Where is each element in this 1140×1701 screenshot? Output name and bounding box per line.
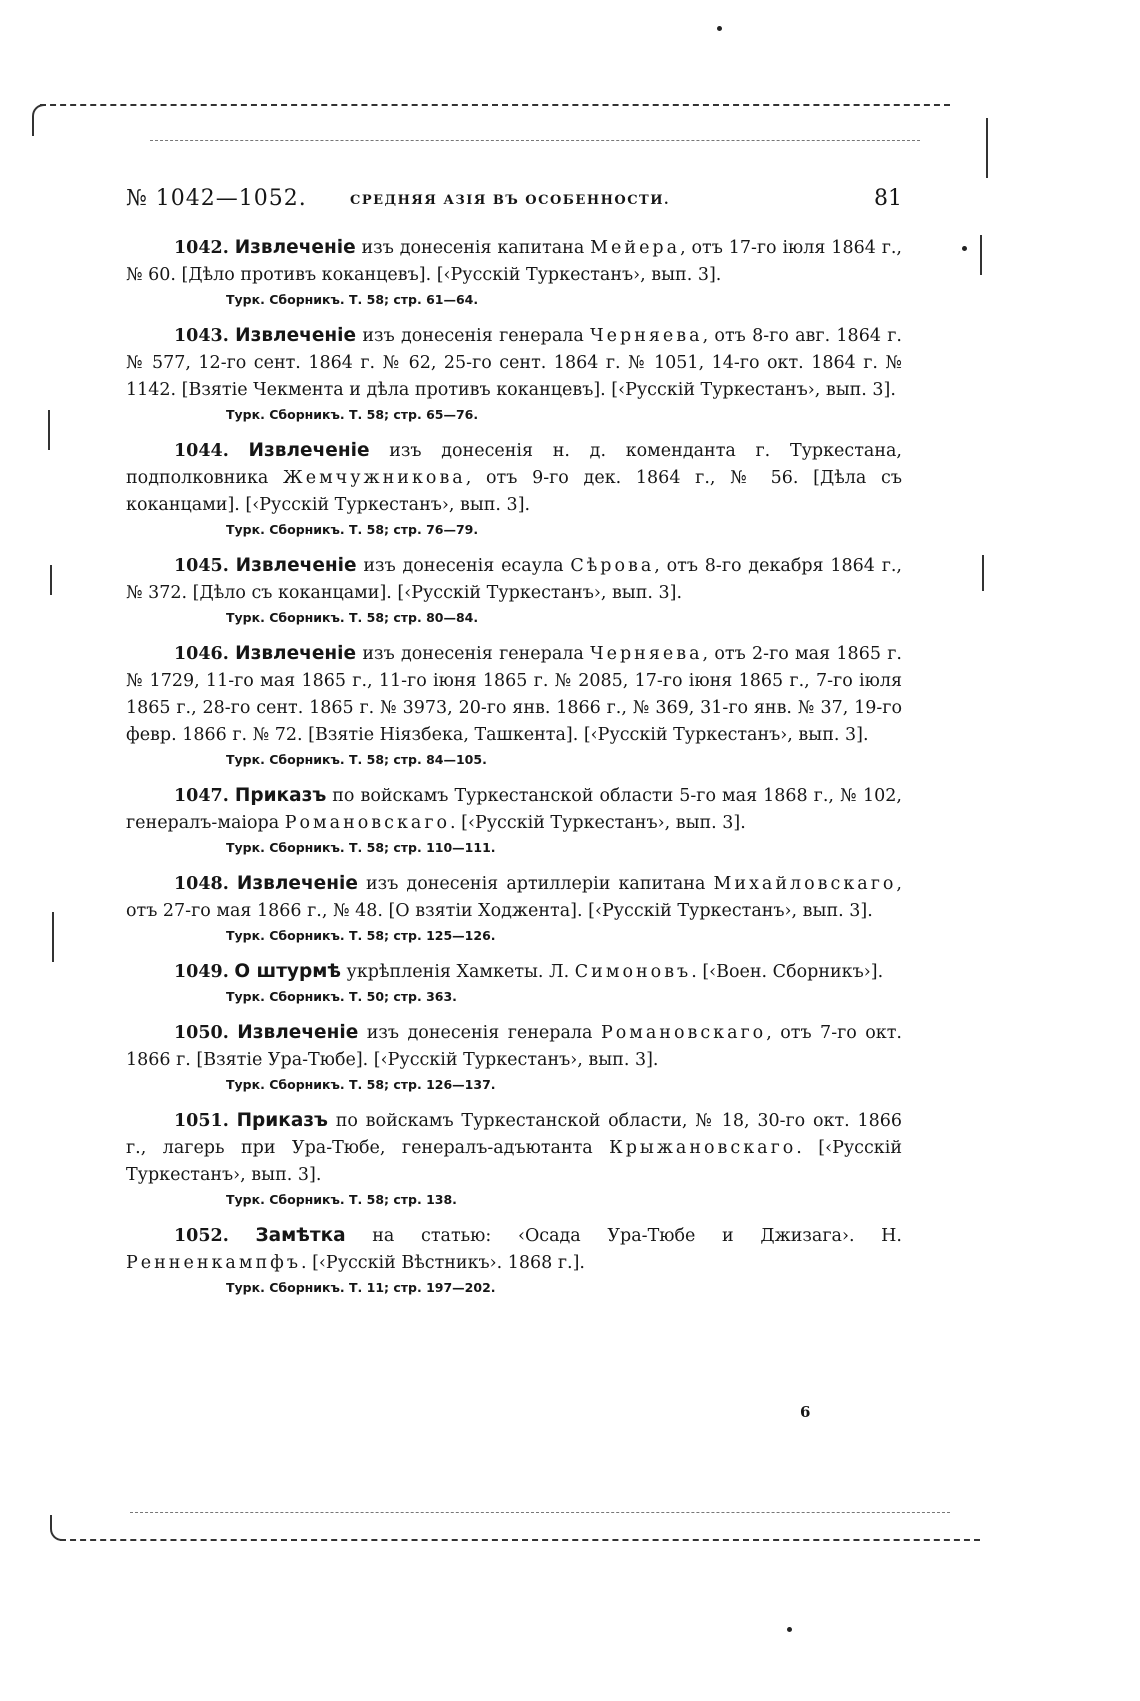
person-name: Михайловскаго <box>713 874 897 894</box>
entry-text <box>126 870 902 925</box>
entry-body: . [‹Воен. Сборникъ›]. <box>691 962 884 982</box>
entry-body: , отъ 2-го мая 1865 г. № 1729, 11-го мая 1865 г., 11-го іюня 1865 г. № 2085, 17-го іюня 1865 г., 7-го іюля 1865 г., 28-го сент. 1865 г. № 3973, 20-го янв. 1866 г., № 369, 31-го янв. № 37, 19-го февр. 1866 г. № 72. [Взятіе Ніязбека, Ташкента]. [‹Русскій Туркестанъ›, вып. 3]. <box>126 644 902 745</box>
entry-keyword: Извлеченіе <box>234 237 356 258</box>
entry-keyword: Приказъ <box>234 785 327 806</box>
entry-source: Турк. Сборникъ. Т. 50; стр. 363. <box>226 989 457 1004</box>
entry-number: 1042. <box>174 238 229 258</box>
entry-body: , отъ 8-го декабря 1864 г., № 372. [Дѣло съ коканцами]. [‹Русскій Туркестанъ›, вып. 3]. <box>126 556 902 603</box>
entry-number: 1046. <box>174 644 229 664</box>
entry-source: Турк. Сборникъ. Т. 58; стр. 61—64. <box>226 292 479 307</box>
person-name: Симоновъ <box>574 962 692 982</box>
entry-keyword: Извлеченіе <box>237 1022 359 1043</box>
entry-source: Турк. Сборникъ. Т. 58; стр. 76—79. <box>226 522 479 537</box>
bibliography-entry <box>126 552 902 627</box>
entry-number: 1047. <box>174 786 229 806</box>
bibliography-entry <box>126 322 902 424</box>
entry-source: Турк. Сборникъ. Т. 58; стр. 138. <box>226 1192 457 1207</box>
entry-keyword: Извлеченіе <box>235 643 357 664</box>
entry-body: , отъ 9-го дек. 1864 г., № 56. [Дѣла съ коканцами]. [‹Русскій Туркестанъ›, вып. 3]. <box>126 468 902 515</box>
entry-body: изъ донесенія генерала <box>358 1023 601 1043</box>
scan-frame-bottom <box>60 1539 980 1541</box>
entry-text <box>126 322 902 404</box>
scan-speck <box>787 1627 792 1632</box>
entry-number: 1048. <box>174 874 229 894</box>
person-name: Ренненкампфъ <box>126 1253 301 1273</box>
entry-keyword: Извлеченіе <box>248 440 370 461</box>
entry-body: , отъ 8-го авг. 1864 г. № 577, 12-го сент. 1864 г. № 62, 25-го сент. 1864 г. № 1051, 14-го окт. 1864 г. № 1142. [Взятіе Чекмента и дѣла противъ коканцевъ]. [‹Русскій Туркестанъ›, вып. 3]. <box>126 326 902 400</box>
bibliography-entry <box>126 1222 902 1297</box>
bibliography-entry <box>126 437 902 539</box>
entry-number: 1050. <box>174 1023 229 1043</box>
entry-text <box>126 1019 902 1074</box>
scan-margin-mark <box>48 410 50 450</box>
entry-keyword: О штурмѣ <box>234 961 341 982</box>
entry-source: Турк. Сборникъ. Т. 58; стр. 110—111. <box>226 840 496 855</box>
bibliography-entry <box>126 958 902 1006</box>
bibliography-entry <box>126 1019 902 1094</box>
scan-frame-corner <box>50 1515 64 1541</box>
entry-number: 1051. <box>174 1111 229 1131</box>
person-name: Жемчужникова <box>283 468 466 488</box>
entry-body: , отъ 7-го окт. 1866 г. [Взятіе Ура-Тюбе]. [‹Русскій Туркестанъ›, вып. 3]. <box>126 1023 902 1070</box>
entry-number: 1043. <box>174 326 229 346</box>
entry-number: 1044. <box>174 441 229 461</box>
entry-body: , отъ 17-го іюля 1864 г., № 60. [Дѣло противъ коканцевъ]. [‹Русскій Туркестанъ›, вып. 3]. <box>126 238 902 285</box>
entry-source: Турк. Сборникъ. Т. 58; стр. 80—84. <box>226 610 479 625</box>
scan-speck <box>717 26 722 31</box>
entry-source: Турк. Сборникъ. Т. 58; стр. 84—105. <box>226 752 487 767</box>
scan-dashes <box>130 1512 950 1513</box>
scan-margin-mark <box>52 912 54 962</box>
bibliography-entry <box>126 1107 902 1209</box>
entry-body: изъ донесенія генерала <box>356 326 591 346</box>
person-name: Черняева <box>590 326 703 346</box>
entry-body: изъ донесенія капитана <box>355 238 591 258</box>
entry-range: № 1042—1052. <box>126 186 307 211</box>
entry-text <box>126 958 902 986</box>
entry-text <box>126 1222 902 1277</box>
scan-frame-corner <box>32 104 44 136</box>
entry-source: Турк. Сборникъ. Т. 58; стр. 125—126. <box>226 928 496 943</box>
scan-frame-top <box>40 104 950 106</box>
person-name: Романовскаго <box>284 813 451 833</box>
entry-source: Турк. Сборникъ. Т. 58; стр. 126—137. <box>226 1077 496 1092</box>
person-name: Сѣрова <box>570 556 655 576</box>
bibliography-entry <box>126 234 902 309</box>
book-page <box>126 186 902 1310</box>
entry-body: изъ донесенія н. д. коменданта г. Туркестана, подполковника <box>126 441 902 488</box>
scan-margin-mark <box>50 565 52 595</box>
entry-text <box>126 234 902 289</box>
entry-body: изъ донесенія артиллеріи капитана <box>357 874 714 894</box>
entry-keyword: Замѣтка <box>255 1225 346 1246</box>
entry-body: , отъ 27-го мая 1866 г., № 48. [О взятіи Ходжента]. [‹Русскій Туркестанъ›, вып. 3]. <box>126 874 902 921</box>
entry-body: по войскамъ Туркестанской области, № 18, 30-го окт. 1866 г., лагерь при Ура-Тюбе, генералъ-адъютанта <box>126 1111 902 1158</box>
entry-keyword: Извлеченіе <box>235 555 357 576</box>
page-number: 81 <box>874 186 902 211</box>
entry-body: изъ донесенія генерала <box>356 644 591 664</box>
entry-source: Турк. Сборникъ. Т. 11; стр. 197—202. <box>226 1280 496 1295</box>
bibliography-entry <box>126 870 902 945</box>
section-title: СРЕДНЯЯ АЗІЯ ВЪ ОСОБЕННОСТИ. <box>350 193 671 208</box>
entry-keyword: Приказъ <box>236 1110 328 1131</box>
bibliography-entry <box>126 640 902 769</box>
person-name: Черняева <box>590 644 703 664</box>
entry-keyword: Извлеченіе <box>235 325 357 346</box>
entry-number: 1045. <box>174 556 229 576</box>
entry-body: . [‹Русскій Вѣстникъ›. 1868 г.]. <box>300 1253 585 1273</box>
entry-text <box>126 437 902 519</box>
entry-source: Турк. Сборникъ. Т. 58; стр. 65—76. <box>226 407 479 422</box>
entry-body: . [‹Русскій Туркестанъ›, вып. 3]. <box>126 1138 902 1185</box>
scan-margin-mark <box>980 235 982 275</box>
entry-text <box>126 782 902 837</box>
entry-number: 1052. <box>174 1226 229 1246</box>
entry-text <box>126 552 902 607</box>
running-head <box>126 186 902 222</box>
entry-body: по войскамъ Туркестанской области 5-го мая 1868 г., № 102, генералъ-маіора <box>126 786 902 833</box>
signature-mark: 6 <box>800 1403 811 1421</box>
person-name: Романовскаго <box>600 1023 767 1043</box>
entry-body: . [‹Русскій Туркестанъ›, вып. 3]. <box>450 813 746 833</box>
scan-margin-mark <box>982 555 984 591</box>
scan-margin-mark <box>986 118 988 178</box>
scan-speck <box>962 246 967 251</box>
bibliography-entry <box>126 782 902 857</box>
entry-number: 1049. <box>174 962 229 982</box>
scan-dashes <box>150 140 920 141</box>
entry-text <box>126 640 902 749</box>
entry-body: изъ донесенія есаула <box>356 556 571 576</box>
entry-text <box>126 1107 902 1189</box>
person-name: Мейера <box>590 238 681 258</box>
entry-body: на статью: ‹Осада Ура-Тюбе и Джизага›. Н. <box>345 1226 902 1246</box>
entry-body: укрѣпленія Хамкеты. Л. <box>340 962 575 982</box>
entry-keyword: Извлеченіе <box>236 873 358 894</box>
person-name: Крыжановскаго <box>609 1138 797 1158</box>
